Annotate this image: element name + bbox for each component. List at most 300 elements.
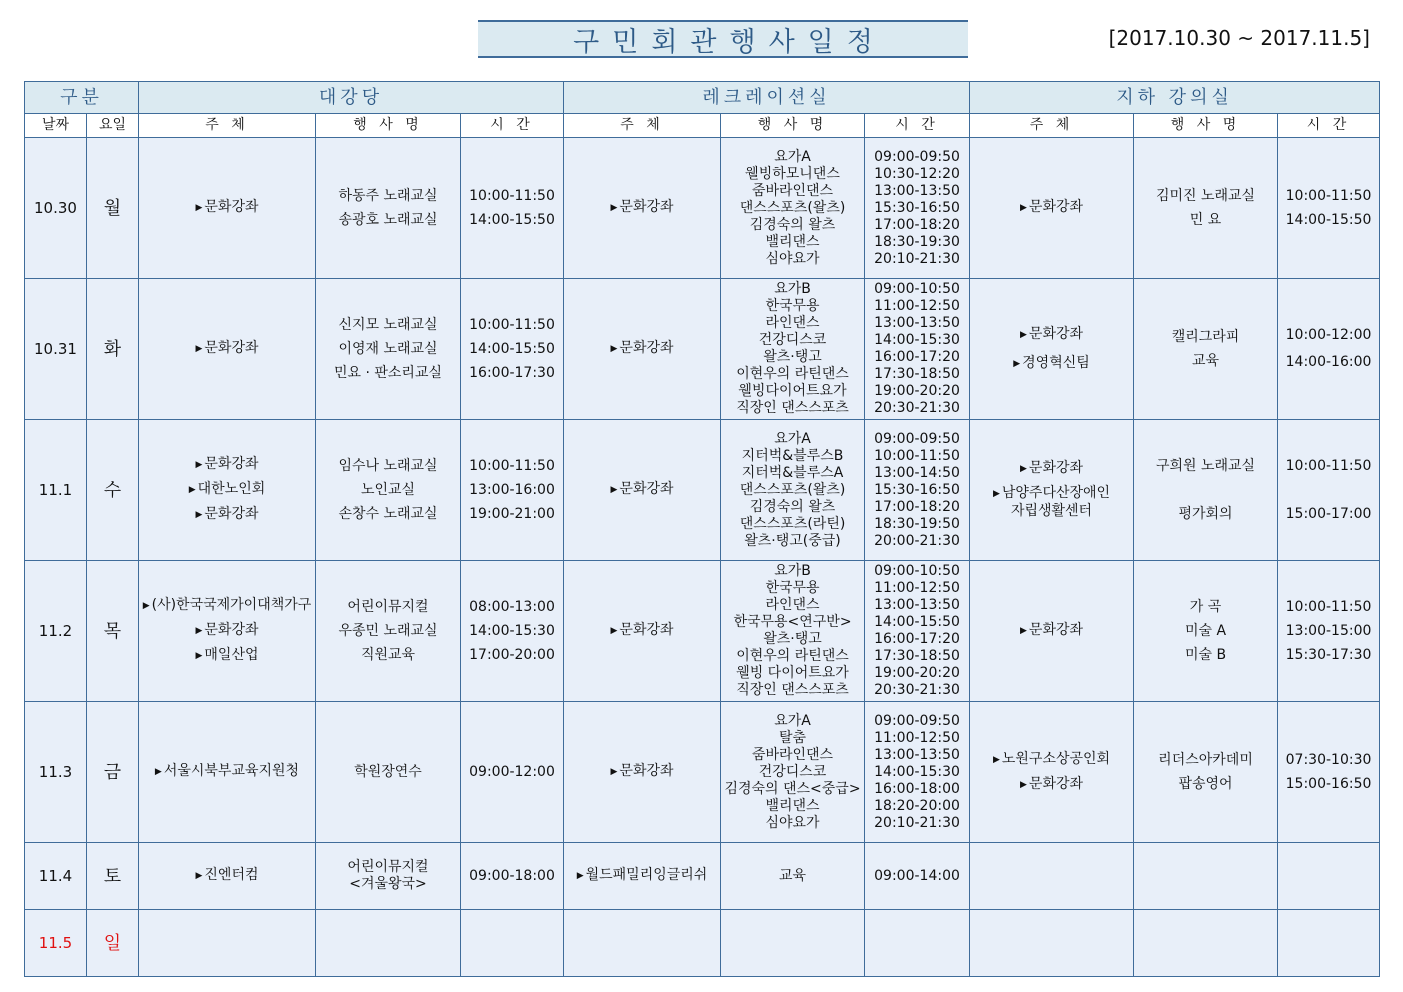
event-name: 이현우의 라틴댄스: [736, 366, 849, 382]
hall-event-cell: [316, 910, 461, 977]
day-weekday: 목: [87, 561, 139, 702]
hall-time-cell: [461, 420, 564, 561]
header-organizer: 주 체: [564, 114, 721, 138]
event-name: 줌바라인댄스: [751, 182, 834, 199]
event-time: 14:00-15:30: [874, 332, 960, 348]
hall-time-cell: [461, 843, 564, 910]
event-time: 16:00-17:20: [874, 631, 960, 647]
event-name: 직장인 댄스스포츠: [736, 400, 849, 416]
event-name: 캘리그라피: [1171, 328, 1240, 345]
recreation-organizer-cell: [564, 420, 721, 561]
hall-event-cell: [316, 279, 461, 420]
organizer-item: [970, 199, 1133, 217]
day-weekday: 토: [87, 843, 139, 910]
event-time: 20:10-21:30: [874, 814, 960, 831]
day-date: 11.1: [25, 420, 87, 561]
event-name: 웰빙다이어트요가: [738, 383, 847, 399]
organizer-name: 문화강좌: [1028, 199, 1084, 215]
hall-organizer-cell: [139, 420, 316, 561]
event-time: 19:00-21:00: [469, 505, 555, 522]
recreation-time-cell: [865, 279, 970, 420]
organizer-name: 문화강좌: [204, 199, 259, 215]
event-name: 신지모 노래교실: [338, 316, 438, 333]
organizer-name: 문화강좌: [204, 506, 259, 522]
event-time: 15:30-17:30: [1285, 646, 1372, 663]
header-weekday: 요일: [87, 114, 139, 138]
lecture-organizer-cell: [970, 561, 1134, 702]
organizer-item: [139, 506, 315, 524]
lecture-time-cell: [1278, 279, 1380, 420]
recreation-time-cell: [865, 420, 970, 561]
hall-event-cell: [316, 561, 461, 702]
bullet-triangle-icon: ▶: [195, 203, 203, 213]
event-name: 지터벅&블루스B: [741, 447, 844, 464]
header-time: 시 간: [1278, 114, 1380, 138]
event-name: 이현우의 라틴댄스: [736, 648, 849, 664]
day-weekday: 일: [87, 910, 139, 977]
event-name: 김미진 노래교실: [1155, 187, 1256, 204]
event-time: 11:00-12:50: [874, 729, 960, 746]
event-name: 노인교실: [360, 481, 416, 498]
day-row: [25, 138, 1380, 279]
organizer-name: 자립생활센터: [1010, 503, 1093, 519]
organizer-name: 문화강좌: [1028, 775, 1084, 792]
event-name: 건강디스코: [758, 763, 827, 780]
event-name: 요가A: [774, 148, 811, 165]
organizer-item: [970, 776, 1133, 794]
event-time: 10:00-11:50: [469, 457, 555, 474]
hall-organizer-cell: [139, 910, 316, 977]
lecture-organizer-cell: [970, 138, 1134, 279]
recreation-event-cell: [721, 420, 865, 561]
organizer-item: [564, 340, 720, 358]
day-row: [25, 561, 1380, 702]
header-venue-hall: 대강당: [139, 82, 564, 114]
organizer-name: 대한노인회: [197, 481, 266, 497]
bullet-triangle-icon: ▶: [1013, 358, 1021, 369]
organizer-name: 문화강좌: [1028, 325, 1084, 342]
recreation-organizer-cell: [564, 843, 721, 910]
header-date: 날짜: [25, 114, 87, 138]
day-row: [25, 910, 1380, 977]
organizer-name: 경영혁신팀: [1022, 354, 1090, 371]
schedule-period: [2017.10.30 ~ 2017.11.5]: [1108, 26, 1370, 50]
organizer-item: [970, 326, 1133, 344]
bullet-triangle-icon: ▶: [195, 460, 203, 470]
header-venue-lecture: 지하 강의실: [970, 82, 1380, 114]
bullet-triangle-icon: ▶: [1020, 203, 1027, 213]
event-time: 09:00-10:50: [874, 563, 960, 579]
event-name: 라인댄스: [765, 597, 820, 613]
event-time: 16:00-18:00: [874, 780, 960, 797]
event-name: 심야요가: [765, 814, 820, 831]
event-time: 13:00-16:00: [469, 481, 555, 498]
day-row: [25, 420, 1380, 561]
event-time: 10:00-11:50: [874, 447, 960, 464]
bullet-triangle-icon: ▶: [610, 485, 618, 495]
hall-event-cell: [316, 702, 461, 843]
day-row: [25, 702, 1380, 843]
event-time: 09:00-18:00: [469, 867, 555, 884]
event-time: 13:00-13:50: [874, 746, 960, 763]
organizer-name: 문화강좌: [1028, 622, 1084, 638]
organizer-name: 문화강좌: [1028, 460, 1084, 476]
recreation-event-cell: [721, 561, 865, 702]
event-time: 09:00-09:50: [874, 148, 960, 165]
recreation-event-cell: [721, 843, 865, 910]
event-name: 미술 A: [1184, 622, 1227, 639]
event-time: 11:00-12:50: [874, 580, 960, 596]
event-name: 민 요: [1189, 211, 1222, 228]
day-date: 11.2: [25, 561, 87, 702]
organizer-name: (사)한국국제가이대책가구: [151, 597, 312, 613]
event-name: 댄스스포츠(왈츠): [739, 481, 846, 498]
organizer-name: 노원구소상공인회: [1001, 750, 1111, 767]
day-date: 10.30: [25, 138, 87, 279]
event-name: 한국무용: [765, 580, 820, 596]
event-time: 17:00-20:00: [469, 646, 555, 663]
event-name: 리더스아카데미: [1158, 751, 1253, 768]
schedule-table: [24, 81, 1380, 977]
event-time: 10:00-11:50: [1285, 598, 1372, 615]
organizer-name: 월드패밀리잉글리쉬: [585, 867, 708, 883]
event-time: 09:00-12:00: [469, 763, 555, 780]
recreation-time-cell: [865, 910, 970, 977]
lecture-event-cell: [1134, 138, 1278, 279]
event-time: 13:00-13:50: [874, 315, 960, 331]
event-time: 14:00-15:50: [874, 614, 960, 630]
organizer-name: 진엔터컴: [204, 867, 259, 883]
event-time: 09:00-09:50: [874, 712, 960, 729]
event-time: 19:00-20:20: [874, 665, 960, 681]
day-weekday: 금: [87, 702, 139, 843]
event-name: 학원장연수: [354, 763, 422, 780]
event-name: 송광호 노래교실: [338, 211, 438, 228]
event-name: 요가A: [774, 430, 811, 447]
day-date: 11.3: [25, 702, 87, 843]
hall-event-cell: [316, 843, 461, 910]
organizer-item: [564, 867, 720, 885]
event-time: 18:30-19:30: [874, 233, 960, 250]
event-name: 김경숙의 왈츠: [749, 498, 836, 515]
event-time: 20:30-21:30: [874, 682, 960, 698]
organizer-item: [139, 597, 315, 615]
organizer-name: 남양주다산장애인: [1001, 485, 1111, 501]
lecture-time-cell: [1278, 420, 1380, 561]
organizer-name: 매일산업: [204, 647, 259, 663]
event-time: 14:00-15:30: [469, 622, 555, 639]
event-time: 15:00-17:00: [1285, 505, 1372, 522]
recreation-event-cell: [721, 279, 865, 420]
hall-time-cell: [461, 702, 564, 843]
recreation-organizer-cell: [564, 138, 721, 279]
organizer-name: 문화강좌: [204, 622, 259, 638]
event-time: 17:00-18:20: [874, 216, 960, 233]
event-time: 11:00-12:50: [874, 298, 960, 314]
event-time: 18:30-19:50: [874, 515, 960, 532]
recreation-organizer-cell: [564, 561, 721, 702]
bullet-triangle-icon: ▶: [610, 767, 618, 777]
organizer-name: 서울시북부교육지원청: [163, 763, 300, 779]
hall-time-cell: [461, 138, 564, 279]
hall-time-cell: [461, 279, 564, 420]
event-time: 15:30-16:50: [874, 199, 960, 216]
event-name: 요가A: [774, 712, 811, 729]
lecture-time-cell: [1278, 910, 1380, 977]
event-name: 민요 · 판소리교실: [333, 364, 443, 381]
event-name: 왈츠·탱고(중급): [744, 532, 841, 549]
event-time: 13:00-15:00: [1285, 622, 1372, 639]
event-name: 댄스스포츠(왈츠): [739, 199, 846, 216]
header-event: 행 사 명: [1134, 114, 1278, 138]
organizer-name: 문화강좌: [619, 340, 674, 356]
event-name: 평가회의: [1178, 505, 1233, 522]
event-name: 직원교육: [360, 646, 416, 663]
event-time: 18:20-20:00: [874, 797, 960, 814]
bullet-triangle-icon: ▶: [142, 601, 150, 611]
event-name: 직장인 댄스스포츠: [736, 682, 849, 698]
recreation-event-cell: [721, 702, 865, 843]
header-time: 시 간: [865, 114, 970, 138]
event-time: 16:00-17:20: [874, 349, 960, 365]
event-time: 17:00-18:20: [874, 498, 960, 515]
day-weekday: 화: [87, 279, 139, 420]
event-name: 댄스스포츠(라틴): [739, 515, 846, 532]
lecture-organizer-cell: [970, 843, 1134, 910]
organizer-item: [970, 622, 1133, 640]
event-name: 줌바라인댄스: [751, 746, 834, 763]
organizer-item: [564, 199, 720, 217]
event-time: 15:00-16:50: [1285, 775, 1372, 792]
event-time: 13:00-14:50: [874, 464, 960, 481]
organizer-name: 문화강좌: [619, 481, 674, 497]
header-event: 행 사 명: [316, 114, 461, 138]
hall-organizer-cell: [139, 702, 316, 843]
event-time: 09:00-14:00: [874, 867, 960, 884]
organizer-name: 문화강좌: [619, 199, 674, 215]
page-title: 구민회관행사일정: [573, 26, 886, 58]
event-time: 09:00-10:50: [874, 281, 960, 297]
event-time: 13:00-13:50: [874, 182, 960, 199]
event-time: 10:00-11:50: [469, 187, 555, 204]
event-name: 교육: [778, 867, 807, 884]
header-time: 시 간: [461, 114, 564, 138]
event-time: 14:00-15:50: [1285, 211, 1372, 228]
organizer-item: [139, 622, 315, 640]
event-name: 심야요가: [765, 250, 820, 267]
event-time: 15:30-16:50: [874, 481, 960, 498]
lecture-event-cell: [1134, 702, 1278, 843]
lecture-organizer-cell: [970, 910, 1134, 977]
day-weekday: 수: [87, 420, 139, 561]
event-name: 어린이뮤지컬: [347, 598, 429, 615]
event-time: 09:00-09:50: [874, 430, 960, 447]
day-weekday: 월: [87, 138, 139, 279]
bullet-triangle-icon: ▶: [195, 651, 203, 661]
recreation-organizer-cell: [564, 279, 721, 420]
header-organizer: 주 체: [970, 114, 1134, 138]
organizer-item: [970, 751, 1133, 769]
organizer-item: [139, 647, 315, 665]
organizer-name: 문화강좌: [204, 340, 259, 356]
event-time: 10:30-12:20: [874, 165, 960, 182]
organizer-item: [139, 199, 315, 217]
recreation-time-cell: [865, 138, 970, 279]
event-name: 손창수 노래교실: [338, 505, 438, 522]
event-time: 20:10-21:30: [874, 250, 960, 267]
event-time: 10:00-11:50: [469, 316, 555, 333]
hall-organizer-cell: [139, 843, 316, 910]
header-row-fields: [25, 114, 1380, 138]
hall-organizer-cell: [139, 138, 316, 279]
organizer-item: [139, 867, 315, 885]
bullet-triangle-icon: ▶: [1020, 329, 1027, 340]
bullet-triangle-icon: ▶: [1020, 779, 1027, 790]
event-time: 20:00-21:30: [874, 532, 960, 549]
lecture-time-cell: [1278, 702, 1380, 843]
organizer-item: [564, 481, 720, 499]
hall-event-cell: [316, 138, 461, 279]
event-time: 14:00-16:00: [1285, 354, 1372, 370]
organizer-item: [139, 456, 315, 474]
hall-time-cell: [461, 910, 564, 977]
recreation-event-cell: [721, 138, 865, 279]
event-name: 왈츠·탱고: [763, 631, 822, 647]
header-row-venues: [25, 82, 1380, 114]
recreation-time-cell: [865, 843, 970, 910]
event-name: 한국무용<연구반>: [733, 614, 852, 630]
organizer-item: [139, 763, 315, 781]
event-time: 14:00-15:50: [469, 340, 555, 357]
hall-event-cell: [316, 420, 461, 561]
day-date: 11.4: [25, 843, 87, 910]
event-time: 10:00-11:50: [1285, 187, 1372, 204]
organizer-name: 문화강좌: [619, 763, 674, 779]
organizer-name: 문화강좌: [619, 622, 674, 638]
event-name: 웰빙 다이어트요가: [736, 665, 849, 681]
lecture-organizer-cell: [970, 420, 1134, 561]
event-time: 13:00-13:50: [874, 597, 960, 613]
header-organizer: 주 체: [139, 114, 316, 138]
recreation-organizer-cell: [564, 702, 721, 843]
event-time: 10:00-11:50: [1285, 457, 1372, 474]
recreation-event-cell: [721, 910, 865, 977]
lecture-organizer-cell: [970, 279, 1134, 420]
event-name: 가 곡: [1189, 598, 1222, 615]
event-time: 20:30-21:30: [874, 400, 960, 416]
organizer-item: [139, 481, 315, 499]
event-name: 미술 B: [1184, 646, 1227, 663]
recreation-time-cell: [865, 702, 970, 843]
event-name: 웰빙하모니댄스: [745, 165, 840, 182]
organizer-item: [970, 460, 1133, 478]
event-name: 팝송영어: [1178, 775, 1233, 792]
event-name: <겨울왕국>: [349, 876, 427, 892]
organizer-name: 문화강좌: [204, 456, 259, 472]
event-time: 17:30-18:50: [874, 366, 960, 382]
bullet-triangle-icon: ▶: [610, 344, 618, 354]
day-row: [25, 843, 1380, 910]
event-name: 김경숙의 댄스<중급>: [724, 780, 861, 797]
bullet-triangle-icon: ▶: [195, 510, 203, 520]
bullet-triangle-icon: ▶: [154, 767, 162, 777]
lecture-event-cell: [1134, 279, 1278, 420]
event-name: 임수나 노래교실: [338, 457, 438, 474]
event-name: 구희원 노래교실: [1155, 457, 1256, 474]
title-banner: [478, 20, 968, 58]
lecture-event-cell: [1134, 910, 1278, 977]
recreation-time-cell: [865, 561, 970, 702]
bullet-triangle-icon: ▶: [195, 871, 203, 881]
recreation-organizer-cell: [564, 910, 721, 977]
event-name: 라인댄스: [765, 315, 820, 331]
organizer-item: [970, 485, 1133, 503]
event-name: 밸리댄스: [765, 233, 820, 250]
event-name: 이영재 노래교실: [338, 340, 438, 357]
event-name: 요가B: [774, 281, 811, 297]
lecture-event-cell: [1134, 843, 1278, 910]
event-time: 08:00-13:00: [469, 598, 555, 615]
header-venue-recreation: 레크레이션실: [564, 82, 970, 114]
event-time: 14:00-15:50: [469, 211, 555, 228]
hall-time-cell: [461, 561, 564, 702]
event-time: 17:30-18:50: [874, 648, 960, 664]
bullet-triangle-icon: ▶: [195, 344, 203, 354]
organizer-item: [139, 340, 315, 358]
event-name: 교육: [1191, 352, 1220, 369]
bullet-triangle-icon: ▶: [188, 485, 196, 495]
lecture-time-cell: [1278, 561, 1380, 702]
lecture-event-cell: [1134, 561, 1278, 702]
event-time: 16:00-17:30: [469, 364, 555, 381]
organizer-item: [970, 503, 1133, 520]
header-event: 행 사 명: [721, 114, 865, 138]
lecture-organizer-cell: [970, 702, 1134, 843]
bullet-triangle-icon: ▶: [576, 871, 584, 881]
lecture-event-cell: [1134, 420, 1278, 561]
event-time: 10:00-12:00: [1285, 327, 1372, 343]
event-name: 탈춤: [778, 729, 807, 746]
day-date: 10.31: [25, 279, 87, 420]
organizer-item: [564, 763, 720, 781]
event-name: 어린이뮤지컬: [347, 859, 429, 875]
event-name: 하동주 노래교실: [338, 187, 438, 204]
bullet-triangle-icon: ▶: [1020, 626, 1027, 636]
bullet-triangle-icon: ▶: [992, 754, 1000, 765]
hall-organizer-cell: [139, 561, 316, 702]
organizer-item: [564, 622, 720, 640]
hall-organizer-cell: [139, 279, 316, 420]
bullet-triangle-icon: ▶: [1020, 464, 1027, 474]
header-category: 구분: [25, 82, 139, 114]
bullet-triangle-icon: ▶: [610, 203, 618, 213]
event-name: 우종민 노래교실: [338, 622, 438, 639]
organizer-item: [970, 355, 1133, 373]
event-name: 요가B: [774, 563, 811, 579]
event-name: 한국무용: [765, 298, 820, 314]
lecture-time-cell: [1278, 138, 1380, 279]
event-time: 14:00-15:30: [874, 763, 960, 780]
event-time: 19:00-20:20: [874, 383, 960, 399]
event-time: 07:30-10:30: [1285, 751, 1372, 768]
event-name: 지터벅&블루스A: [741, 464, 844, 481]
bullet-triangle-icon: ▶: [610, 626, 618, 636]
day-row: [25, 279, 1380, 420]
bullet-triangle-icon: ▶: [195, 626, 203, 636]
day-date: 11.5: [25, 910, 87, 977]
lecture-time-cell: [1278, 843, 1380, 910]
event-name: 왈츠·탱고: [763, 349, 822, 365]
